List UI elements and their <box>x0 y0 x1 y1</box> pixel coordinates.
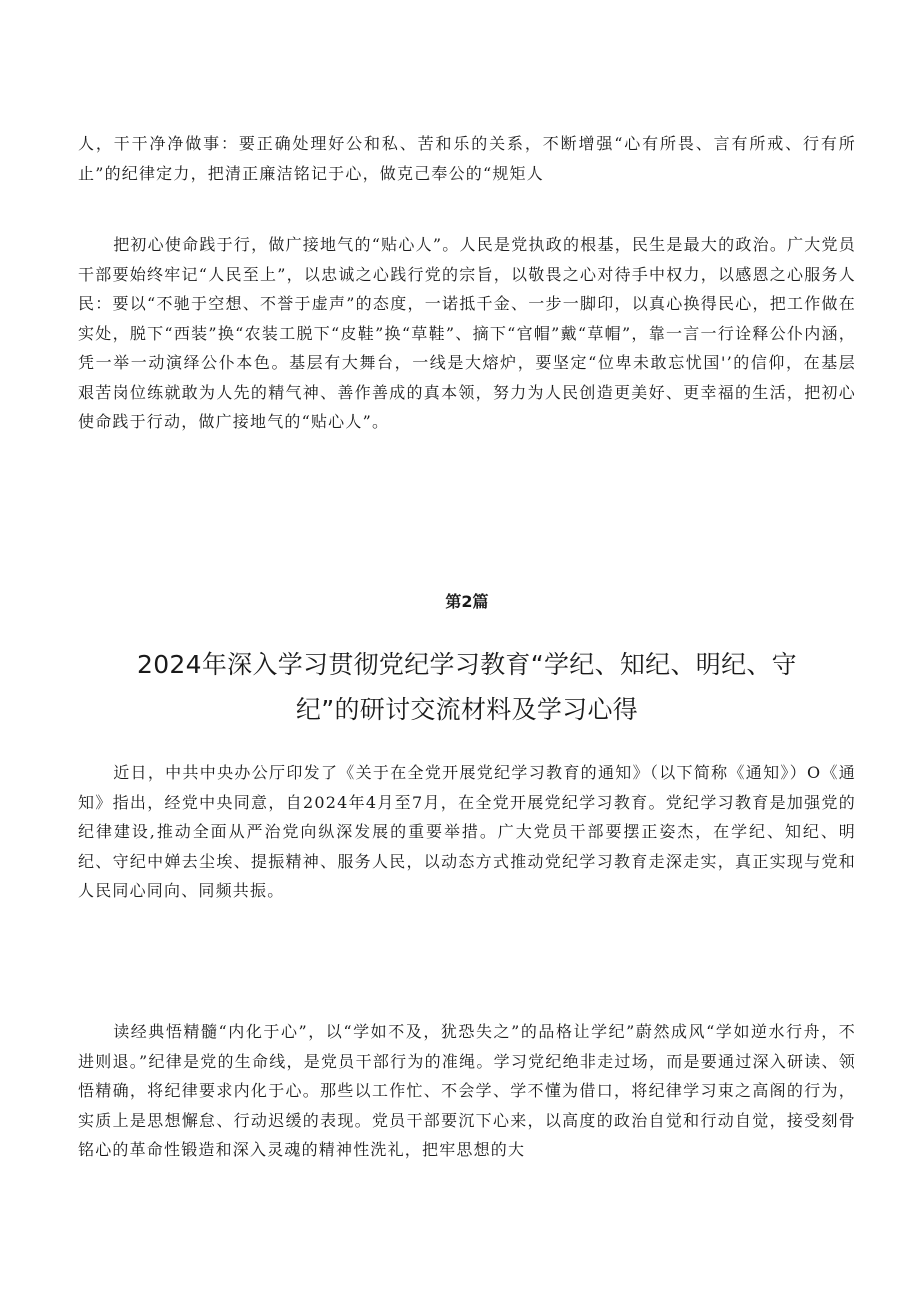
paragraph-4: 读经典悟精髓“内化于心”，以“学如不及，犹恐失之”的品格让学纪”蔚然成风“学如逆水行舟，不进则退。”纪律是党的生命线，是党员干部行为的准绳。学习党纪绝非走过场，而是要通过深入研读、领悟精确，将纪律要求内化于心。那些以工作忙、不会学、学不懂为借口，将纪律学习束之高阁的行为，实质上是思想懈怠、行动迟缓的表现。党员干部要沉下心来，以高度的政治自觉和行动自觉，接受刻骨铭心的革命性锻造和深入灵魂的精神性洗礼，把牢思想的大 <box>78 1022 856 1159</box>
document-page <box>78 0 856 1301</box>
section-label: 第2篇 <box>445 592 489 611</box>
document-title: 2024年深入学习贯彻党纪学习教育“学纪、知纪、明纪、守纪”的研讨交流材料及学习心得 <box>137 650 797 724</box>
paragraph-2: 把初心使命践于行，做广接地气的“贴心人”。人民是党执政的根基，民生是最大的政治。广大党员干部要始终牢记“人民至上”，以忠诚之心践行党的宗旨，以敬畏之心对待手中权力，以感恩之心服务人民：要以“不驰于空想、不誉于虚声”的态度，一诺抵千金、一步一脚印，以真心换得民心，把工作做在实处，脱下“西装”换“农装工脱下“皮鞋”换“草鞋”、摘下“官帽”戴“草帽”，靠一言一行诠释公仆内涵，凭一举一动演绎公仆本色。基层有大舞台，一线是大熔炉，要坚定“位卑未敢忘忧国'’的信仰，在基层艰苦岗位练就敢为人先的精气神、善作善成的真本领，努力为人民创造更美好、更幸福的生活，把初心使命践于行动，做广接地气的“贴心人”。 <box>78 235 856 431</box>
paragraph-3: 近日，中共中央办公厅印发了《关于在全党开展党纪学习教育的通知》（以下简称《通知》）O《通知》指出，经党中央同意，自2024年4月至7月，在全党开展党纪学习教育。党纪学习教育是加强党的纪律建设,推动全面从严治党向纵深发展的重要举措。广大党员干部要摆正姿杰，在学纪、知纪、明纪、守纪中婵去尘埃、提振精神、服务人民，以动态方式推动党纪学习教育走深走实，真正实现与党和人民同心同向、同频共振。 <box>78 763 856 900</box>
paragraph-1: 人，干干净净做事：要正确处理好公和私、苦和乐的关系，不断增强“心有所畏、言有所戒、行有所止”的纪律定力，把清正廉洁铭记于心，做克己奉公的“规矩人 <box>78 134 856 183</box>
